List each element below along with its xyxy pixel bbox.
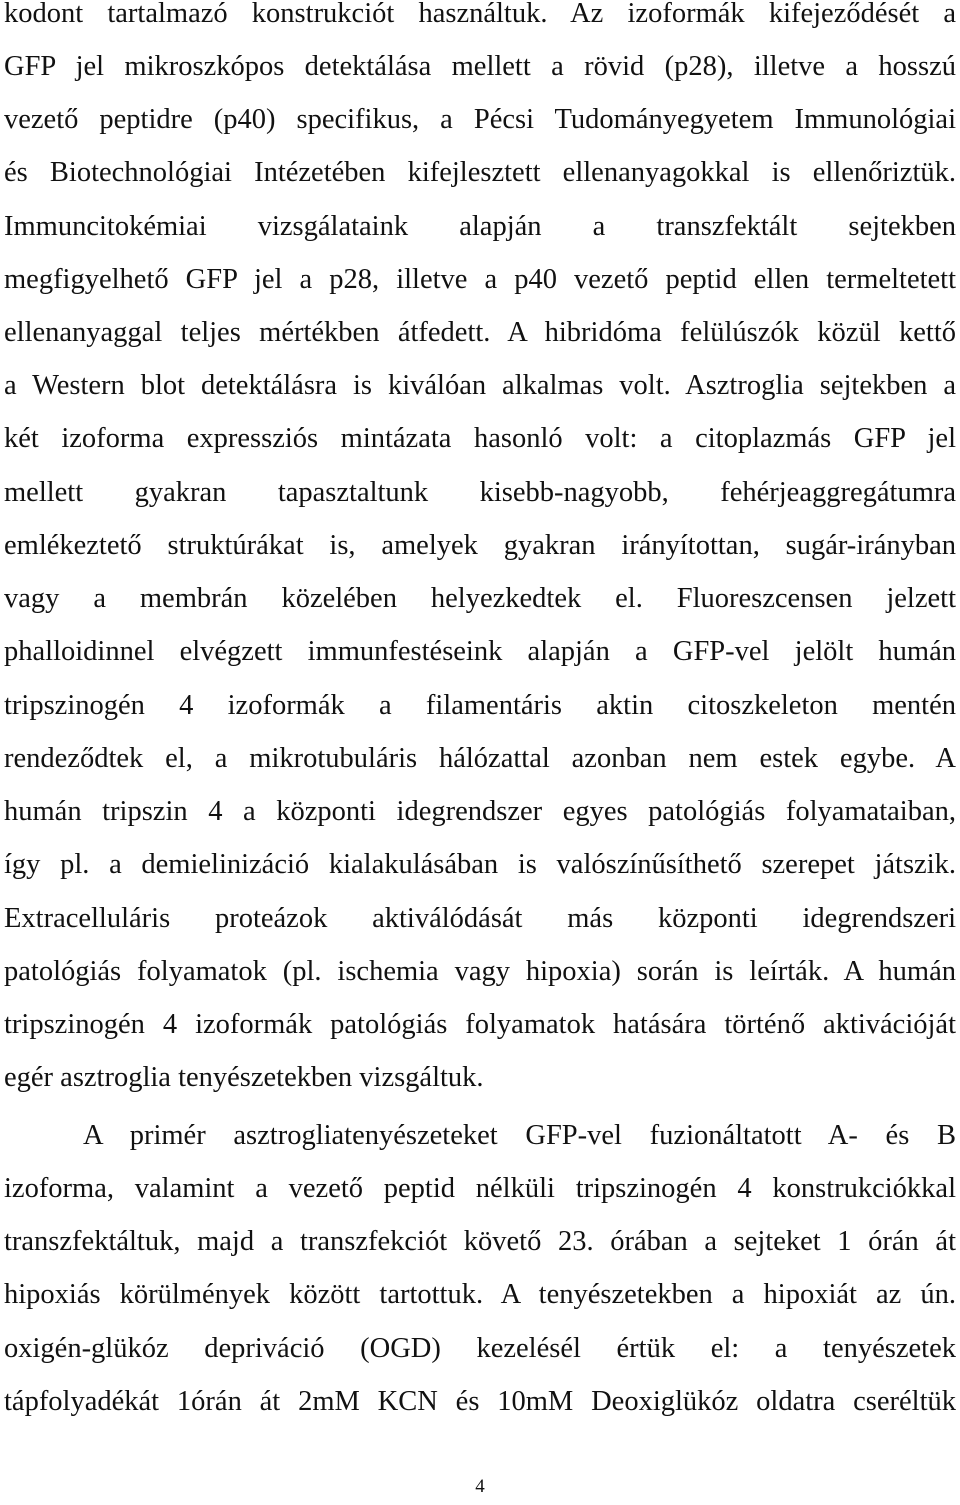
text-line: Extracelluláris proteázok aktiválódását más központi idegrendszeri [4,903,956,934]
text-line: hipoxiás körülmények között tartottuk. A tenyészetekben a hipoxiát az ún. [4,1279,956,1310]
text-line: GFP jel mikroszkópos detektálása mellett a rövid (p28), illetve a hosszú [4,51,956,82]
text-line: tápfolyadékát 1órán át 2mM KCN és 10mM Deoxiglükóz oldatra cseréltük [4,1386,956,1417]
text-line: egér asztroglia tenyészetekben vizsgáltuk. [4,1062,484,1093]
text-line: két izoforma expressziós mintázata hasonló volt: a citoplazmás GFP jel [4,423,956,454]
text-line: phalloidinnel elvégzett immunfestéseink alapján a GFP-vel jelölt humán [4,636,956,667]
text-line: a Western blot detektálásra is kiválóan alkalmas volt. Asztroglia sejtekben a [4,370,956,401]
text-line: A primér asztrogliatenyészeteket GFP-vel fuzionáltatott A- és B [83,1120,956,1151]
text-line: megfigyelhető GFP jel a p28, illetve a p40 vezető peptid ellen termeltetett [4,264,956,295]
text-line: Immuncitokémiai vizsgálataink alapján a transzfektált sejtekben [4,211,956,242]
text-line: így pl. a demielinizáció kialakulásában is valószínűsíthető szerepet játszik. [4,849,956,880]
text-line: rendeződtek el, a mikrotubuláris hálózattal azonban nem estek egybe. A [4,743,956,774]
text-line: mellett gyakran tapasztaltunk kisebb-nagyobb, fehérjeaggregátumra [4,477,956,508]
text-line: emlékeztető struktúrákat is, amelyek gyakran irányítottan, sugár-irányban [4,530,956,561]
text-line: patológiás folyamatok (pl. ischemia vagy hipoxia) során is leírták. A humán [4,956,956,987]
text-line: és Biotechnológiai Intézetében kifejlesztett ellenanyagokkal is ellenőriztük. [4,157,956,188]
text-line: tripszinogén 4 izoformák patológiás folyamatok hatására történő aktivációját [4,1009,956,1040]
text-line: vezető peptidre (p40) specifikus, a Pécsi Tudományegyetem Immunológiai [4,104,956,135]
text-line: humán tripszin 4 a központi idegrendszer egyes patológiás folyamataiban, [4,796,956,827]
text-line: izoforma, valamint a vezető peptid nélküli tripszinogén 4 konstrukciókkal [4,1173,956,1204]
text-line: kodont tartalmazó konstrukciót használtuk. Az izoformák kifejeződését a [4,0,956,29]
text-line: ellenanyaggal teljes mértékben átfedett. A hibridóma felülúszók közül kettő [4,317,956,348]
page-number: 4 [475,1476,485,1497]
text-line: tripszinogén 4 izoformák a filamentáris aktin citoszkeleton mentén [4,690,956,721]
text-line: transzfektáltuk, majd a transzfekciót követő 23. órában a sejteket 1 órán át [4,1226,956,1257]
text-line: vagy a membrán közelében helyezkedtek el. Fluoreszcensen jelzett [4,583,956,614]
text-line: oxigén-glükóz depriváció (OGD) kezelésél értük el: a tenyészetek [4,1333,956,1364]
